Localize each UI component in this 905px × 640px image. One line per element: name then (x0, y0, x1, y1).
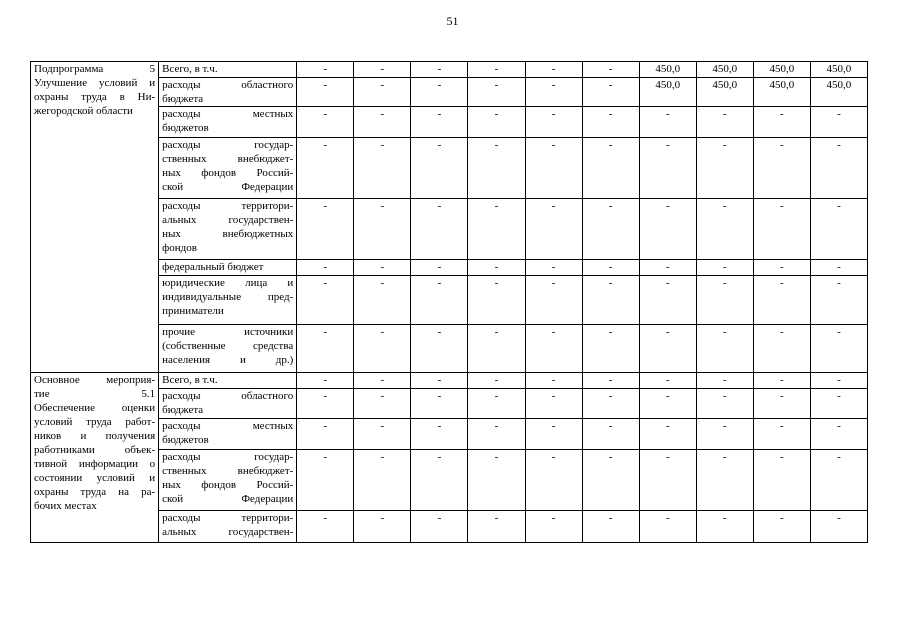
value-cell: - (468, 62, 525, 78)
program-name-line: работниками объек- (34, 444, 156, 456)
funding-source-line: индивидуальные пред- (162, 291, 294, 303)
value-cell: - (525, 511, 582, 543)
value-cell: 450,0 (810, 78, 867, 107)
value-cell: - (582, 373, 639, 389)
value-cell: - (639, 107, 696, 138)
funding-source-cell (159, 373, 297, 389)
value-cell: - (639, 260, 696, 276)
value-cell: - (810, 419, 867, 450)
value-cell: - (525, 276, 582, 325)
value-cell: 450,0 (753, 78, 810, 107)
value-cell: - (297, 260, 354, 276)
value-cell: - (753, 419, 810, 450)
funding-source-line: ных фондов Россий- (162, 479, 294, 491)
value-cell: - (411, 260, 468, 276)
value-cell: - (297, 389, 354, 419)
value-cell: - (810, 511, 867, 543)
funding-source-line: прочие источники (162, 326, 294, 338)
value-cell: - (525, 419, 582, 450)
value-cell: - (639, 389, 696, 419)
program-name-cell (31, 373, 159, 543)
value-cell: - (468, 260, 525, 276)
value-cell: - (696, 138, 753, 199)
value-cell: 450,0 (696, 62, 753, 78)
value-cell: - (696, 373, 753, 389)
value-cell: - (411, 419, 468, 450)
value-cell: - (468, 325, 525, 373)
value-cell: - (468, 107, 525, 138)
program-name-line: состоянии условий и (34, 472, 156, 484)
funding-source-line: приниматели (162, 305, 224, 317)
funding-source-line: ственных внебюджет- (162, 465, 294, 477)
program-name-line: Основное мероприя- (34, 374, 156, 386)
value-cell: - (696, 260, 753, 276)
value-cell: 450,0 (639, 62, 696, 78)
value-cell: - (354, 373, 411, 389)
funding-source-line: альных государствен- (162, 214, 294, 226)
value-cell: - (297, 373, 354, 389)
funding-source-line: расходы государ- (162, 451, 294, 463)
value-cell: - (696, 419, 753, 450)
program-name-line: тие 5.1 (34, 388, 156, 400)
value-cell: - (354, 138, 411, 199)
funding-source-cell (159, 511, 297, 543)
value-cell: - (354, 199, 411, 260)
funding-source-cell (159, 450, 297, 511)
funding-source-line: ных внебюджетных (162, 228, 294, 240)
value-cell: - (753, 325, 810, 373)
program-name-line: Обеспечение оценки (34, 402, 156, 414)
value-cell: - (696, 511, 753, 543)
value-cell: - (753, 450, 810, 511)
funding-source-line: расходы областного (162, 79, 294, 91)
value-cell: - (468, 511, 525, 543)
value-cell: - (411, 199, 468, 260)
funding-source-line: ственных внебюджет- (162, 153, 294, 165)
program-name-line: жегородской области (34, 105, 133, 117)
value-cell: - (582, 276, 639, 325)
value-cell: - (753, 260, 810, 276)
value-cell: - (525, 389, 582, 419)
page-number: 51 (446, 14, 459, 28)
value-cell: - (354, 78, 411, 107)
value-cell: - (354, 260, 411, 276)
value-cell: - (696, 389, 753, 419)
value-cell: - (354, 325, 411, 373)
value-cell: - (468, 450, 525, 511)
value-cell: - (582, 389, 639, 419)
value-cell: - (525, 260, 582, 276)
value-cell: - (468, 138, 525, 199)
funding-source-cell (159, 325, 297, 373)
funding-source-line: расходы областного (162, 390, 294, 402)
value-cell: - (582, 450, 639, 511)
value-cell: - (297, 450, 354, 511)
funding-source-line: расходы территори- (162, 512, 294, 524)
value-cell: - (810, 325, 867, 373)
value-cell: 450,0 (696, 78, 753, 107)
value-cell: - (639, 138, 696, 199)
funding-source-line: юридические лица и (162, 277, 294, 289)
value-cell: - (639, 450, 696, 511)
value-cell: - (297, 138, 354, 199)
value-cell: - (753, 389, 810, 419)
value-cell: - (411, 62, 468, 78)
value-cell: - (297, 419, 354, 450)
value-cell: - (411, 107, 468, 138)
value-cell: - (525, 62, 582, 78)
table-row (31, 373, 868, 389)
funding-source-cell (159, 199, 297, 260)
value-cell: - (582, 78, 639, 107)
value-cell: - (411, 78, 468, 107)
value-cell: - (525, 199, 582, 260)
value-cell: - (810, 138, 867, 199)
funding-source-line: альных государствен- (162, 526, 294, 538)
funding-source-cell (159, 260, 297, 276)
value-cell: - (582, 107, 639, 138)
value-cell: - (639, 511, 696, 543)
value-cell: - (525, 325, 582, 373)
program-name-line: ников и получения (34, 430, 156, 442)
funding-source-cell (159, 419, 297, 450)
value-cell: - (297, 325, 354, 373)
value-cell: - (411, 450, 468, 511)
value-cell: - (468, 78, 525, 107)
funding-source-line: расходы местных (162, 420, 294, 432)
value-cell: - (810, 389, 867, 419)
value-cell: - (411, 325, 468, 373)
value-cell: - (525, 138, 582, 199)
program-name-line: охраны труда на ра- (34, 486, 156, 498)
value-cell: - (354, 107, 411, 138)
value-cell: - (753, 138, 810, 199)
funding-source-cell (159, 107, 297, 138)
value-cell: - (639, 419, 696, 450)
value-cell: - (354, 62, 411, 78)
budget-table (30, 61, 868, 543)
value-cell: - (297, 199, 354, 260)
value-cell: - (468, 389, 525, 419)
value-cell: - (696, 107, 753, 138)
program-name-line: охраны труда в Ни- (34, 91, 156, 103)
value-cell: - (468, 199, 525, 260)
value-cell: - (582, 419, 639, 450)
value-cell: 450,0 (753, 62, 810, 78)
funding-source-line: бюджетов (162, 122, 209, 134)
value-cell: - (411, 276, 468, 325)
funding-source-cell (159, 78, 297, 107)
value-cell: - (810, 107, 867, 138)
value-cell: - (525, 373, 582, 389)
value-cell: - (354, 389, 411, 419)
value-cell: - (753, 199, 810, 260)
funding-source-cell (159, 62, 297, 78)
value-cell: - (639, 276, 696, 325)
funding-source-line: расходы территори- (162, 200, 294, 212)
value-cell: - (354, 511, 411, 543)
value-cell: - (696, 276, 753, 325)
funding-source-cell (159, 389, 297, 419)
value-cell: - (354, 419, 411, 450)
funding-source-line: Всего, в т.ч. (162, 63, 218, 75)
value-cell: - (753, 107, 810, 138)
funding-source-line: бюджета (162, 404, 204, 416)
value-cell: - (582, 62, 639, 78)
funding-source-line: (собственные средства (162, 340, 294, 352)
value-cell: - (297, 511, 354, 543)
value-cell: - (411, 511, 468, 543)
value-cell: - (753, 276, 810, 325)
value-cell: - (468, 276, 525, 325)
value-cell: - (696, 450, 753, 511)
value-cell: - (525, 450, 582, 511)
value-cell: - (411, 373, 468, 389)
value-cell: - (810, 373, 867, 389)
program-name-line: бочих местах (34, 500, 97, 512)
value-cell: - (810, 260, 867, 276)
program-name-line: Подпрограмма 5 (34, 63, 156, 75)
value-cell: - (525, 107, 582, 138)
value-cell: - (582, 138, 639, 199)
funding-source-line: населения и др.) (162, 354, 294, 366)
funding-source-cell (159, 138, 297, 199)
value-cell: - (297, 276, 354, 325)
value-cell: - (354, 276, 411, 325)
funding-source-line: ской Федерации (162, 181, 294, 193)
budget-table-body (31, 62, 868, 543)
value-cell: - (639, 373, 696, 389)
value-cell: 450,0 (639, 78, 696, 107)
value-cell: - (297, 78, 354, 107)
funding-source-line: Всего, в т.ч. (162, 374, 218, 386)
value-cell: - (297, 107, 354, 138)
value-cell: - (582, 325, 639, 373)
value-cell: - (696, 325, 753, 373)
value-cell: - (810, 199, 867, 260)
funding-source-cell (159, 276, 297, 325)
value-cell: - (354, 450, 411, 511)
funding-source-line: расходы местных (162, 108, 294, 120)
value-cell: - (582, 260, 639, 276)
value-cell: - (297, 62, 354, 78)
program-name-line: тивной информации о (34, 458, 156, 470)
program-name-line: условий труда работ- (34, 416, 156, 428)
funding-source-line: ных фондов Россий- (162, 167, 294, 179)
value-cell: 450,0 (810, 62, 867, 78)
funding-source-line: ской Федерации (162, 493, 294, 505)
funding-source-line: федеральный бюджет (162, 261, 264, 273)
value-cell: - (468, 419, 525, 450)
program-name-line: Улучшение условий и (34, 77, 156, 89)
funding-source-line: расходы государ- (162, 139, 294, 151)
value-cell: - (696, 199, 753, 260)
funding-source-line: фондов (162, 242, 197, 254)
value-cell: - (468, 373, 525, 389)
value-cell: - (753, 511, 810, 543)
funding-source-line: бюджетов (162, 434, 209, 446)
value-cell: - (810, 276, 867, 325)
value-cell: - (525, 78, 582, 107)
program-name-cell (31, 62, 159, 373)
value-cell: - (411, 389, 468, 419)
value-cell: - (582, 511, 639, 543)
value-cell: - (411, 138, 468, 199)
value-cell: - (753, 373, 810, 389)
funding-source-line: бюджета (162, 93, 204, 105)
table-row (31, 62, 868, 78)
value-cell: - (810, 450, 867, 511)
value-cell: - (639, 199, 696, 260)
value-cell: - (639, 325, 696, 373)
value-cell: - (582, 199, 639, 260)
